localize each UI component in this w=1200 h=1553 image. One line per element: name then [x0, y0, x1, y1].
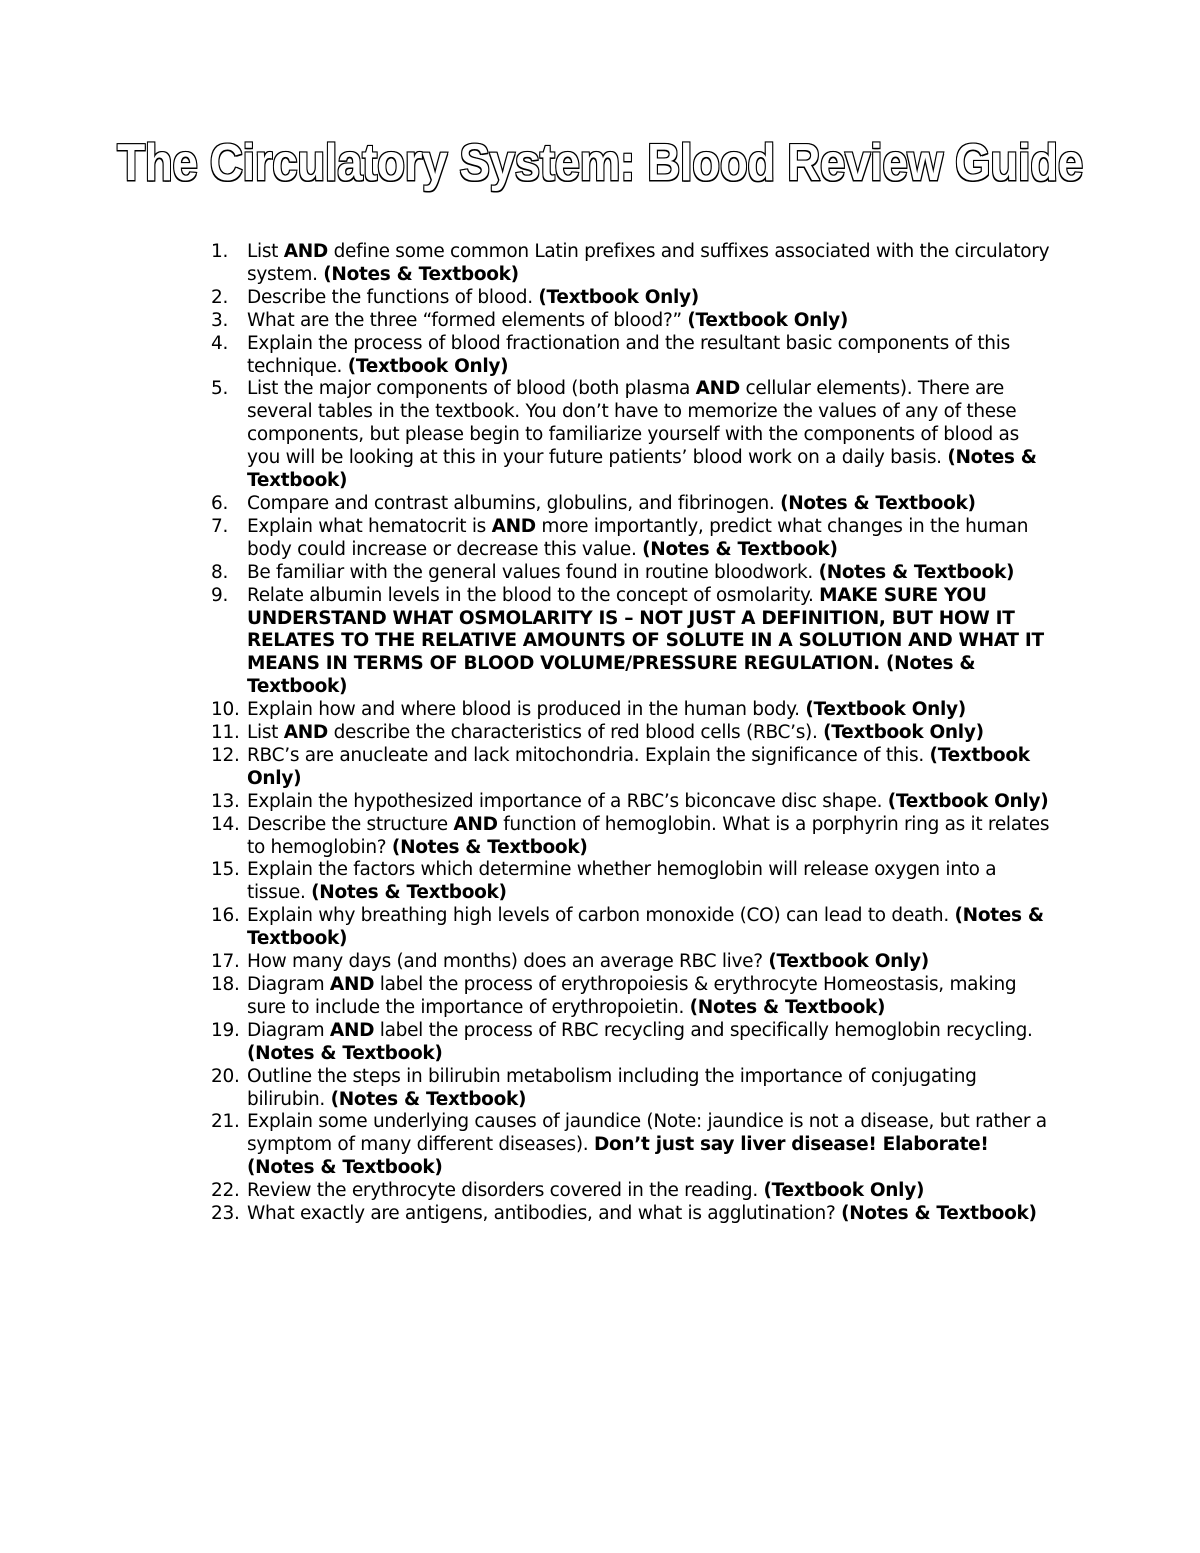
- list-item: [0, 333, 1200, 379]
- list-item-number: 15.: [211, 859, 240, 881]
- list-item-bold-text: (Notes & Textbook): [642, 538, 838, 560]
- list-item-text: List: [247, 722, 284, 744]
- list-item: [0, 791, 1200, 814]
- list-item-text: RBC’s are anucleate and lack mitochondria. Explain the significance of this.: [247, 744, 930, 766]
- list-item-number: 3.: [211, 309, 229, 331]
- list-item-text: Explain the factors which determine whether hemoglobin will release oxygen into a tissue.: [247, 859, 997, 904]
- list-item-number: 9.: [211, 584, 229, 606]
- list-item-number: 21.: [211, 1111, 240, 1133]
- list-item: [0, 493, 1200, 516]
- list-item-bold-text: (Notes & Textbook): [689, 996, 886, 1018]
- list-item-bold-text: AND: [491, 515, 536, 537]
- list-item-number: 19.: [211, 1019, 240, 1041]
- list-item-text: define some common Latin prefixes and suffixes associated with the circulatory system.: [247, 241, 1050, 285]
- list-item-text: Explain the hypothesized importance of a RBC’s biconcave disc shape.: [247, 790, 888, 812]
- list-item-bold-text: AND: [283, 241, 328, 262]
- list-item-bold-text: (Notes & Textbook): [391, 836, 588, 858]
- list-item-number: 13.: [211, 790, 240, 812]
- list-item-bold-text: (Textbook Only): [768, 951, 929, 973]
- list-item-bold-text: (Textbook Only): [763, 1180, 925, 1202]
- list-item-text: Describe the structure: [247, 813, 454, 835]
- list-item-number: 1.: [211, 241, 229, 262]
- list-item-text: label the process of erythropoiesis & erythrocyte Homeostasis, making sure to include the importance of erythropoietin.: [247, 974, 1017, 1018]
- list-item-bold-text: (Textbook Only): [687, 309, 848, 331]
- list-item: [0, 1111, 1200, 1180]
- list-item-number: 12.: [211, 744, 240, 766]
- list-item-bold-text: AND: [329, 974, 375, 995]
- list-item-text: Relate albumin levels in the blood to the concept of osmolarity.: [247, 584, 820, 606]
- list-item-bold-text: (Notes & Textbook): [841, 1203, 1037, 1225]
- list-item-number: 6.: [211, 492, 229, 514]
- list-item-bold-text: (Textbook Only): [538, 286, 699, 308]
- list-item-number: 10.: [211, 699, 240, 721]
- list-item-text: Outline the steps in bilirubin metabolism including the importance of conjugating bilirubin.: [247, 1065, 977, 1110]
- list-item-bold-text: MAKE SURE YOU UNDERSTAND WHAT OSMOLARITY IS – NOT JUST A DEFINITION, BUT HOW IT RELATES TO THE RELATIVE AMOUNTS OF SOLUTE IN A SOLUTION AND WHAT IT MEANS IN TERMS OF BLOOD VOLUME/PRESSURE REGULATION. (Notes & Textbook): [247, 584, 1044, 698]
- list-item-bold-text: (Notes & Textbook): [818, 561, 1015, 583]
- list-item-text: Be familiar with the general values found in routine bloodwork.: [247, 561, 819, 583]
- list-item-number: 7.: [211, 515, 229, 537]
- list-item: [0, 905, 1200, 951]
- list-item-bold-text: AND: [329, 1019, 375, 1041]
- list-item-text: function of hemoglobin. What is a porphyrin ring as it relates to hemoglobin?: [247, 813, 1050, 858]
- list-item: [0, 1203, 1200, 1226]
- list-item-number: 8.: [211, 561, 229, 583]
- list-item-text: Diagram: [247, 1019, 330, 1041]
- list-item: [0, 745, 1200, 791]
- list-item-bold-text: (Notes & Textbook): [311, 882, 507, 904]
- list-item-bold-text: (Notes & Textbook): [323, 263, 519, 285]
- list-item-text: Explain why breathing high levels of carbon monoxide (CO) can lead to death.: [247, 905, 955, 927]
- list-item: [0, 1020, 1200, 1066]
- list-item-bold-text: AND: [283, 722, 328, 744]
- list-item-number: 11.: [211, 722, 240, 744]
- list-item-number: 14.: [211, 813, 240, 835]
- list-item-text: Explain what hematocrit is: [247, 515, 492, 537]
- list-item: [0, 1066, 1200, 1112]
- list-item-bold-text: (Notes & Textbook): [247, 447, 1037, 492]
- list-item-text: Explain the process of blood fractionation and the resultant basic components of this technique.: [247, 332, 1010, 377]
- list-item-bold-text: (Textbook Only): [347, 355, 509, 377]
- list-item-bold-text: (Notes & Textbook): [247, 1042, 443, 1064]
- list-item-text: How many days (and months) does an average RBC live?: [247, 951, 769, 973]
- list-item: [0, 814, 1200, 860]
- list-item-number: 22.: [211, 1180, 240, 1202]
- list-item-text: Explain how and where blood is produced in the human body.: [247, 699, 806, 721]
- question-list: [0, 241, 1200, 1226]
- list-item-text: What are the three “formed elements of blood?”: [247, 309, 688, 331]
- list-item-text: label the process of RBC recycling and specifically hemoglobin recycling.: [374, 1019, 1033, 1041]
- list-item: [0, 1180, 1200, 1203]
- list-item: [0, 722, 1200, 745]
- list-item-text: List: [247, 241, 284, 262]
- list-item-bold-text: (Notes & Textbook): [247, 905, 1044, 950]
- list-item-text: describe the characteristics of red blood cells (RBC’s).: [328, 722, 824, 744]
- list-item-text: Compare and contrast albumins, globulins, and fibrinogen.: [247, 492, 781, 514]
- list-item-text: Review the erythrocyte disorders covered in the reading.: [247, 1180, 764, 1202]
- list-item-bold-text: Don’t just say liver disease! Elaborate! (Notes & Textbook): [247, 1134, 989, 1179]
- list-item-bold-text: (Textbook Only): [247, 744, 1030, 789]
- list-item: [0, 974, 1200, 1020]
- list-item: [0, 859, 1200, 905]
- list-item-bold-text: (Notes & Textbook): [330, 1088, 527, 1110]
- list-item-text: Describe the functions of blood.: [247, 286, 539, 308]
- list-item-text: Explain some underlying causes of jaundice (Note: jaundice is not a disease, but rather a symptom of many different diseases).: [247, 1111, 1047, 1156]
- list-item: [0, 378, 1200, 493]
- list-item-text: more importantly, predict what changes in the human body could increase or decrease this value.: [247, 515, 1029, 560]
- list-item: [0, 310, 1200, 333]
- list-item-bold-text: AND: [453, 813, 498, 835]
- list-item-bold-text: (Textbook Only): [823, 722, 984, 744]
- list-item: [0, 516, 1200, 562]
- list-item: [0, 699, 1200, 722]
- list-item: [0, 562, 1200, 585]
- list-item: [0, 287, 1200, 310]
- list-item: [0, 585, 1200, 700]
- page-title: The Circulatory System: Blood Review Guide: [117, 133, 1083, 192]
- list-item-text: What exactly are antigens, antibodies, and what is agglutination?: [247, 1203, 842, 1225]
- list-item-text: cellular elements). There are several tables in the textbook. You don’t have to memorize the values of any of these components, but please begin to familiarize yourself with the components of blood as you will be looking at this in your future patients’ blood work on a daily basis.: [247, 378, 1019, 469]
- list-item-number: 2.: [211, 286, 229, 308]
- list-item-number: 23.: [211, 1203, 240, 1225]
- list-item: [0, 951, 1200, 974]
- list-item-number: 4.: [211, 332, 229, 354]
- list-item-bold-text: (Textbook Only): [805, 699, 966, 721]
- list-item-bold-text: (Notes & Textbook): [780, 492, 976, 514]
- list-item-number: 16.: [211, 905, 240, 927]
- list-item-number: 18.: [211, 974, 240, 995]
- list-item-number: 20.: [211, 1065, 240, 1087]
- list-item-bold-text: (Textbook Only): [887, 790, 1049, 812]
- list-item-number: 17.: [211, 951, 240, 973]
- list-item: [0, 241, 1200, 287]
- list-item-text: Diagram: [247, 974, 330, 995]
- list-item-bold-text: AND: [695, 378, 740, 400]
- list-item-number: 5.: [211, 378, 229, 400]
- list-item-text: List the major components of blood (both plasma: [247, 378, 696, 400]
